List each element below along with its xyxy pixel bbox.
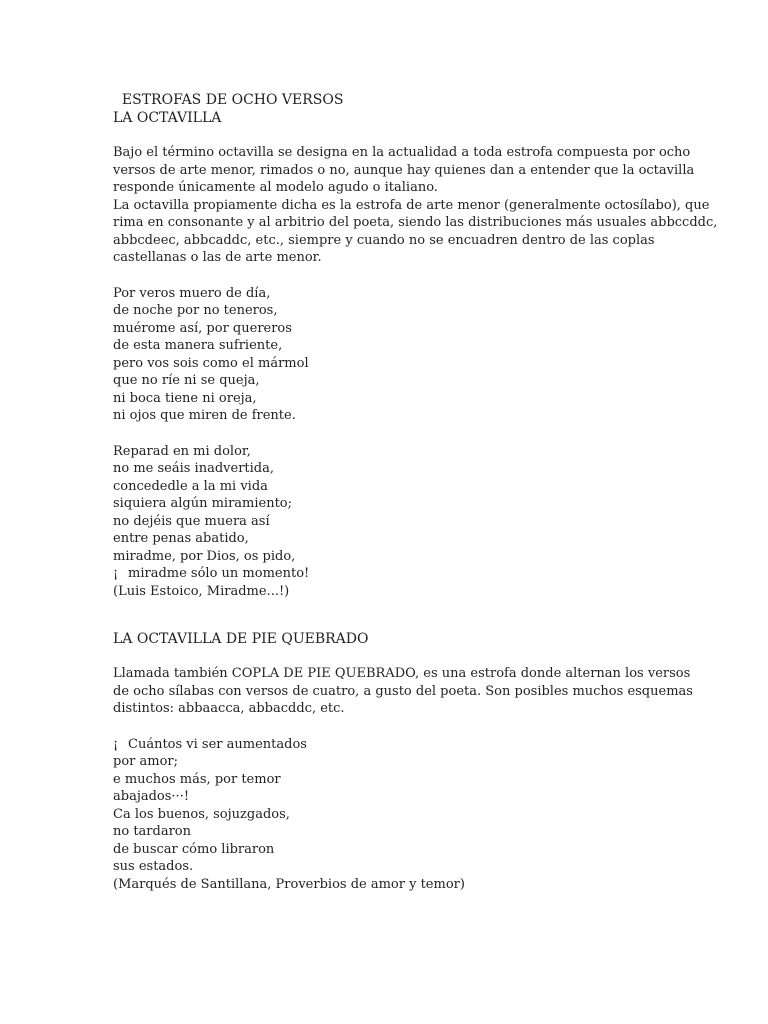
poem-verse: sus estados. — [113, 859, 194, 874]
poem-verse: entre penas abatido, — [113, 531, 249, 546]
paragraph-line: Llamada también COPLA DE PIE QUEBRADO, es una estrofa donde alternan los versos — [113, 666, 691, 681]
poem-citation: (Marqués de Santillana, Proverbios de amor y temor) — [113, 876, 465, 892]
document-page — [113, 91, 718, 893]
poem-verse — [113, 736, 653, 754]
poem-verse: abajados···! — [113, 789, 190, 804]
exclamation-mark: ¡ — [113, 736, 119, 752]
exclamation-mark: ¡ — [113, 566, 119, 581]
poem-verse: de buscar cómo libraron — [113, 841, 275, 857]
poem-verse: pero vos sois como el mármol — [113, 355, 309, 371]
paragraph-line: abbcdeec, abbcaddc, etc., siempre y cuando no se encuadren dentro de las coplas — [113, 232, 655, 248]
document-title: ESTROFAS DE OCHO VERSOS — [113, 92, 344, 108]
poem-verse: e muchos más, por temor — [113, 771, 281, 787]
poem-verse-text: Cuántos vi ser aumentados — [128, 736, 307, 752]
paragraph-line: versos de arte menor, rimados o no, aunque hay quienes dan a entender que la octavilla — [113, 162, 695, 178]
paragraph-pie-quebrado — [113, 665, 693, 718]
section-heading-pie-quebrado: LA OCTAVILLA DE PIE QUEBRADO — [113, 631, 369, 647]
poem-verse: de noche por no teneros, — [113, 303, 278, 318]
poem-verse: por amor; — [113, 754, 178, 769]
section-heading-octavilla: LA OCTAVILLA — [113, 110, 222, 126]
poem-verse-text: miradme sólo un momento! — [128, 566, 310, 581]
poem-verse: de esta manera sufriente, — [113, 338, 283, 353]
paragraph-intro — [113, 144, 695, 197]
paragraph-definition — [113, 197, 718, 267]
poem-verse: muérome así, por quereros — [113, 320, 292, 336]
poem-verse: Ca los buenos, sojuzgados, — [113, 806, 290, 822]
paragraph-line: responde únicamente al modelo agudo o italiano. — [113, 180, 438, 195]
poem-verse: ni boca tiene ni oreja, — [113, 390, 257, 406]
poem-verse — [113, 565, 653, 583]
paragraph-line: La octavilla propiamente dicha es la estrofa de arte menor (generalmente octosílabo), que — [113, 197, 710, 213]
poem-stanza-2 — [113, 443, 653, 601]
poem-verse: Reparad en mi dolor, — [113, 443, 251, 459]
poem-verse: Por veros muero de día, — [113, 285, 271, 301]
paragraph-line: Bajo el término octavilla se designa en la actualidad a toda estrofa compuesta por ocho — [113, 145, 691, 160]
paragraph-line: castellanas o las de arte menor. — [113, 250, 322, 265]
poem-citation: (Luis Estoico, Miradme...!) — [113, 583, 290, 599]
poem-verse: no tardaron — [113, 824, 192, 839]
poem-verse: siquiera algún miramiento; — [113, 496, 293, 511]
poem-verse: miradme, por Dios, os pido, — [113, 548, 296, 564]
poem-stanza-1 — [113, 285, 653, 425]
poem-verse: no dejéis que muera así — [113, 513, 270, 529]
paragraph-line: de ocho sílabas con versos de cuatro, a gusto del poeta. Son posibles muchos esquemas — [113, 683, 693, 699]
poem-verse: que no ríe ni se queja, — [113, 373, 260, 388]
poem-verse: concededle a la mi vida — [113, 478, 268, 494]
poem-stanza-3 — [113, 736, 653, 894]
paragraph-line: rima en consonante y al arbitrio del poeta, siendo las distribuciones más usuales abbccddc, — [113, 215, 718, 230]
poem-verse: no me seáis inadvertida, — [113, 461, 275, 476]
paragraph-line: distintos: abbaacca, abbacddc, etc. — [113, 701, 345, 716]
poem-verse: ni ojos que miren de frente. — [113, 408, 296, 423]
